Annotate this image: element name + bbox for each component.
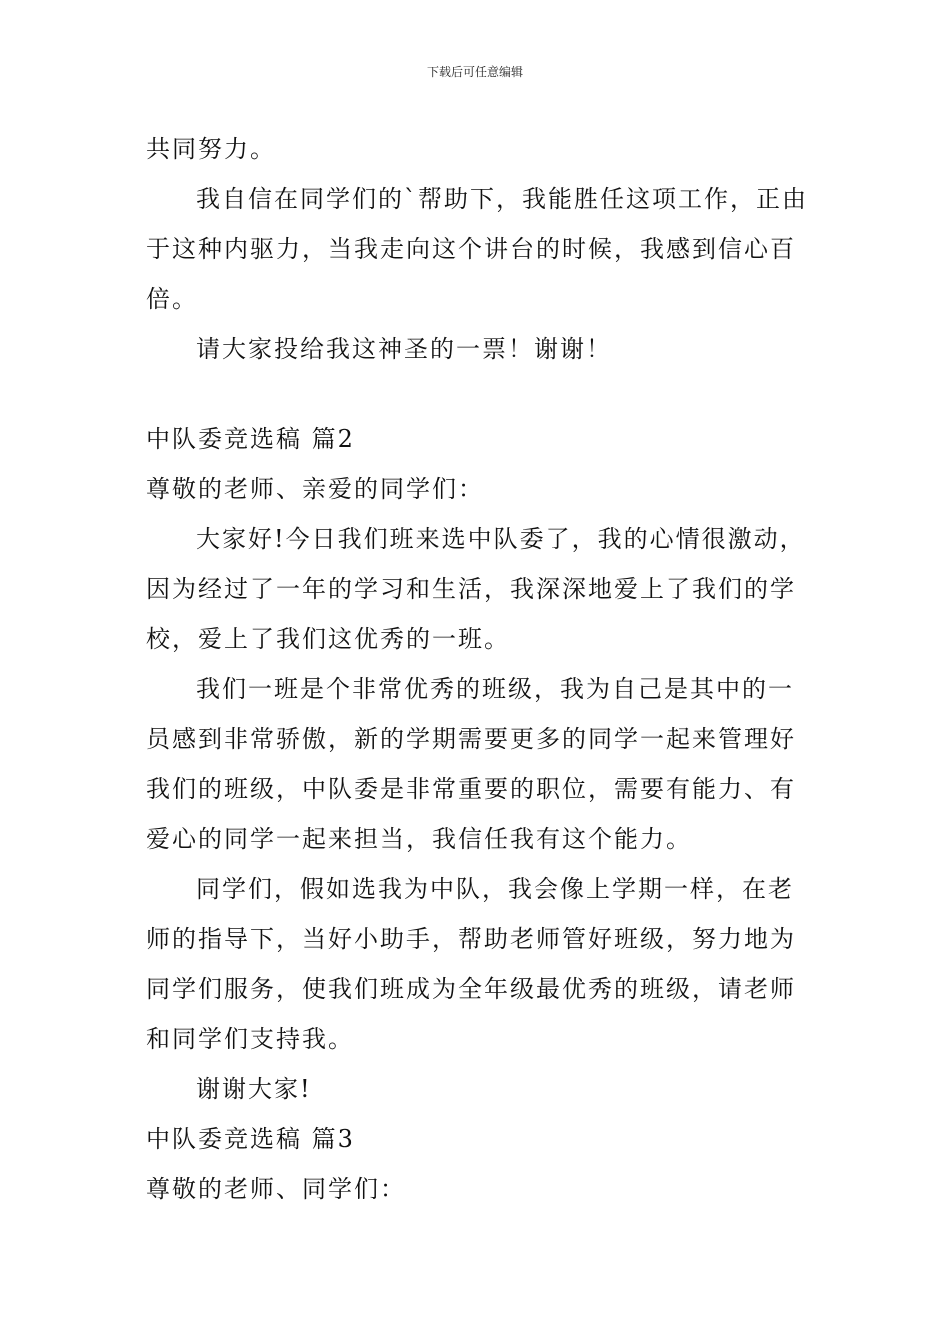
text-line: 师的指导下，当好小助手，帮助老师管好班级，努力地为 <box>146 925 796 953</box>
text-line: 共同努力。 <box>146 135 276 163</box>
spacer <box>146 374 808 414</box>
page-header: 下载后可任意编辑 <box>426 65 523 79</box>
document-body <box>146 124 808 1214</box>
text-line: 同学们服务，使我们班成为全年级最优秀的班级，请老师 <box>146 975 796 1003</box>
text-line: 倍。 <box>146 285 198 313</box>
text-line: 同学们，假如选我为中队，我会像上学期一样，在老 <box>196 875 794 903</box>
text-line: 我们的班级，中队委是非常重要的职位，需要有能力、有 <box>146 775 796 803</box>
salutation: 尊敬的老师、亲爱的同学们： <box>146 475 484 503</box>
text-line: 爱心的同学一起来担当，我信任我有这个能力。 <box>146 825 692 853</box>
text-line: 校，爱上了我们这优秀的一班。 <box>146 625 510 653</box>
text-line: 请大家投给我这神圣的一票！谢谢！ <box>196 335 612 363</box>
text-line: 谢谢大家! <box>196 1075 312 1103</box>
text-line: 我们一班是个非常优秀的班级，我为自己是其中的一 <box>196 675 794 703</box>
salutation: 尊敬的老师、同学们： <box>146 1175 406 1203</box>
text-line: 因为经过了一年的学习和生活，我深深地爱上了我们的学 <box>146 575 796 603</box>
text-line: 和同学们支持我。 <box>146 1025 354 1053</box>
text-line: 我自信在同学们的`帮助下，我能胜任这项工作，正由 <box>196 185 808 213</box>
text-line: 大家好!今日我们班来选中队委了，我的心情很激动， <box>196 525 806 553</box>
section-heading: 中队委竞选稿 篇2 <box>146 425 355 453</box>
text-line: 员感到非常骄傲，新的学期需要更多的同学一起来管理好 <box>146 725 796 753</box>
text-line: 于这种内驱力，当我走向这个讲台的时候，我感到信心百 <box>146 235 796 263</box>
section-heading: 中队委竞选稿 篇3 <box>146 1125 355 1153</box>
